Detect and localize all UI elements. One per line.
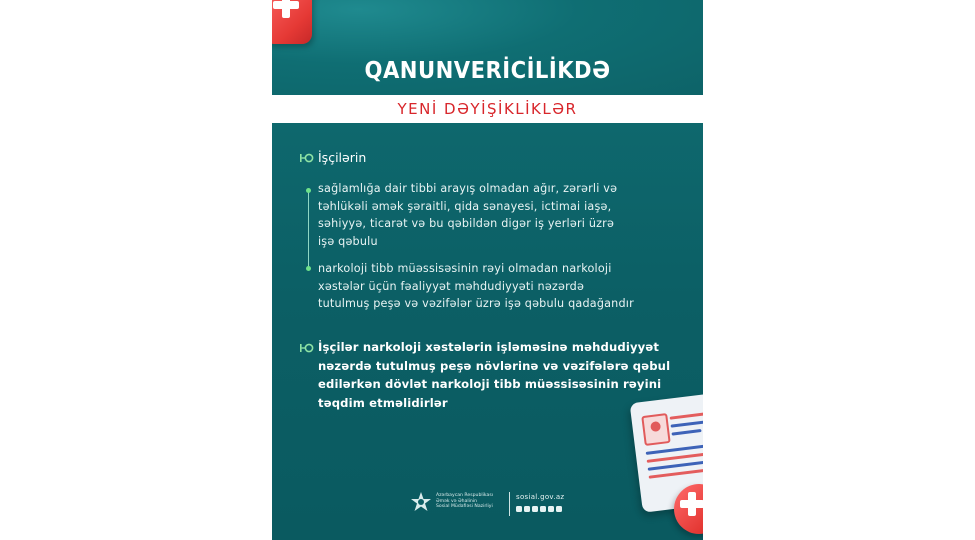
ministry-name: Azərbaycan Respublikası Əmək və Əhalinin Sosial Müdafiəsi Nazirliyi — [436, 493, 493, 510]
social-icons — [516, 506, 562, 512]
facebook-icon[interactable] — [516, 506, 522, 512]
statement-paragraph: İşçilər narkoloji xəstələrin işləməsinə məhdudiyyət nəzərdə tutulmuş peşə növlərinə və vəzifələrə qəbul edilərkən dövlət narkoloji tibb müəssisəsinin rəyini təqdim etməlidirlər — [318, 340, 671, 410]
toggle-icon — [300, 343, 314, 353]
first-aid-kit-icon — [272, 0, 312, 44]
bullet-connector — [308, 191, 309, 269]
page-subtitle: YENİ DƏYİŞİKLİKLƏR — [397, 100, 578, 118]
footer — [410, 490, 580, 520]
list-item: narkoloji tibb müəssisəsinin rəyi olmadan narkoloji xəstələr üçün fəaliyyət məhdudiyyəti nəzərdə tutulmuş peşə və vəzifələr üzrə işə qəbulu qadağandır — [318, 262, 634, 311]
instagram-icon[interactable] — [524, 506, 530, 512]
bullet-dot — [306, 266, 311, 271]
toggle-icon — [300, 153, 314, 163]
ministry-emblem-icon — [410, 492, 432, 514]
page-title: QANUNVERİCİLİKDƏ — [364, 58, 611, 84]
website-link[interactable]: sosial.gov.az — [516, 493, 565, 501]
id-photo-icon — [641, 413, 670, 446]
list-item: sağlamlığa dair tibbi arayış olmadan ağır, zərərli və təhlükəli əmək şəraitli, qida sənayesi, ictimai iaşə, səhiyyə, ticarət və bu qəbildən digər iş yerləri üzrə işə qəbulu — [318, 182, 618, 248]
telegram-icon[interactable] — [532, 506, 538, 512]
section-heading: İşçilərin — [318, 150, 367, 165]
youtube-icon[interactable] — [548, 506, 554, 512]
twitter-icon[interactable] — [540, 506, 546, 512]
linkedin-icon[interactable] — [556, 506, 562, 512]
bullet-dot — [306, 188, 311, 193]
footer-divider — [509, 492, 510, 516]
poster — [272, 0, 703, 540]
